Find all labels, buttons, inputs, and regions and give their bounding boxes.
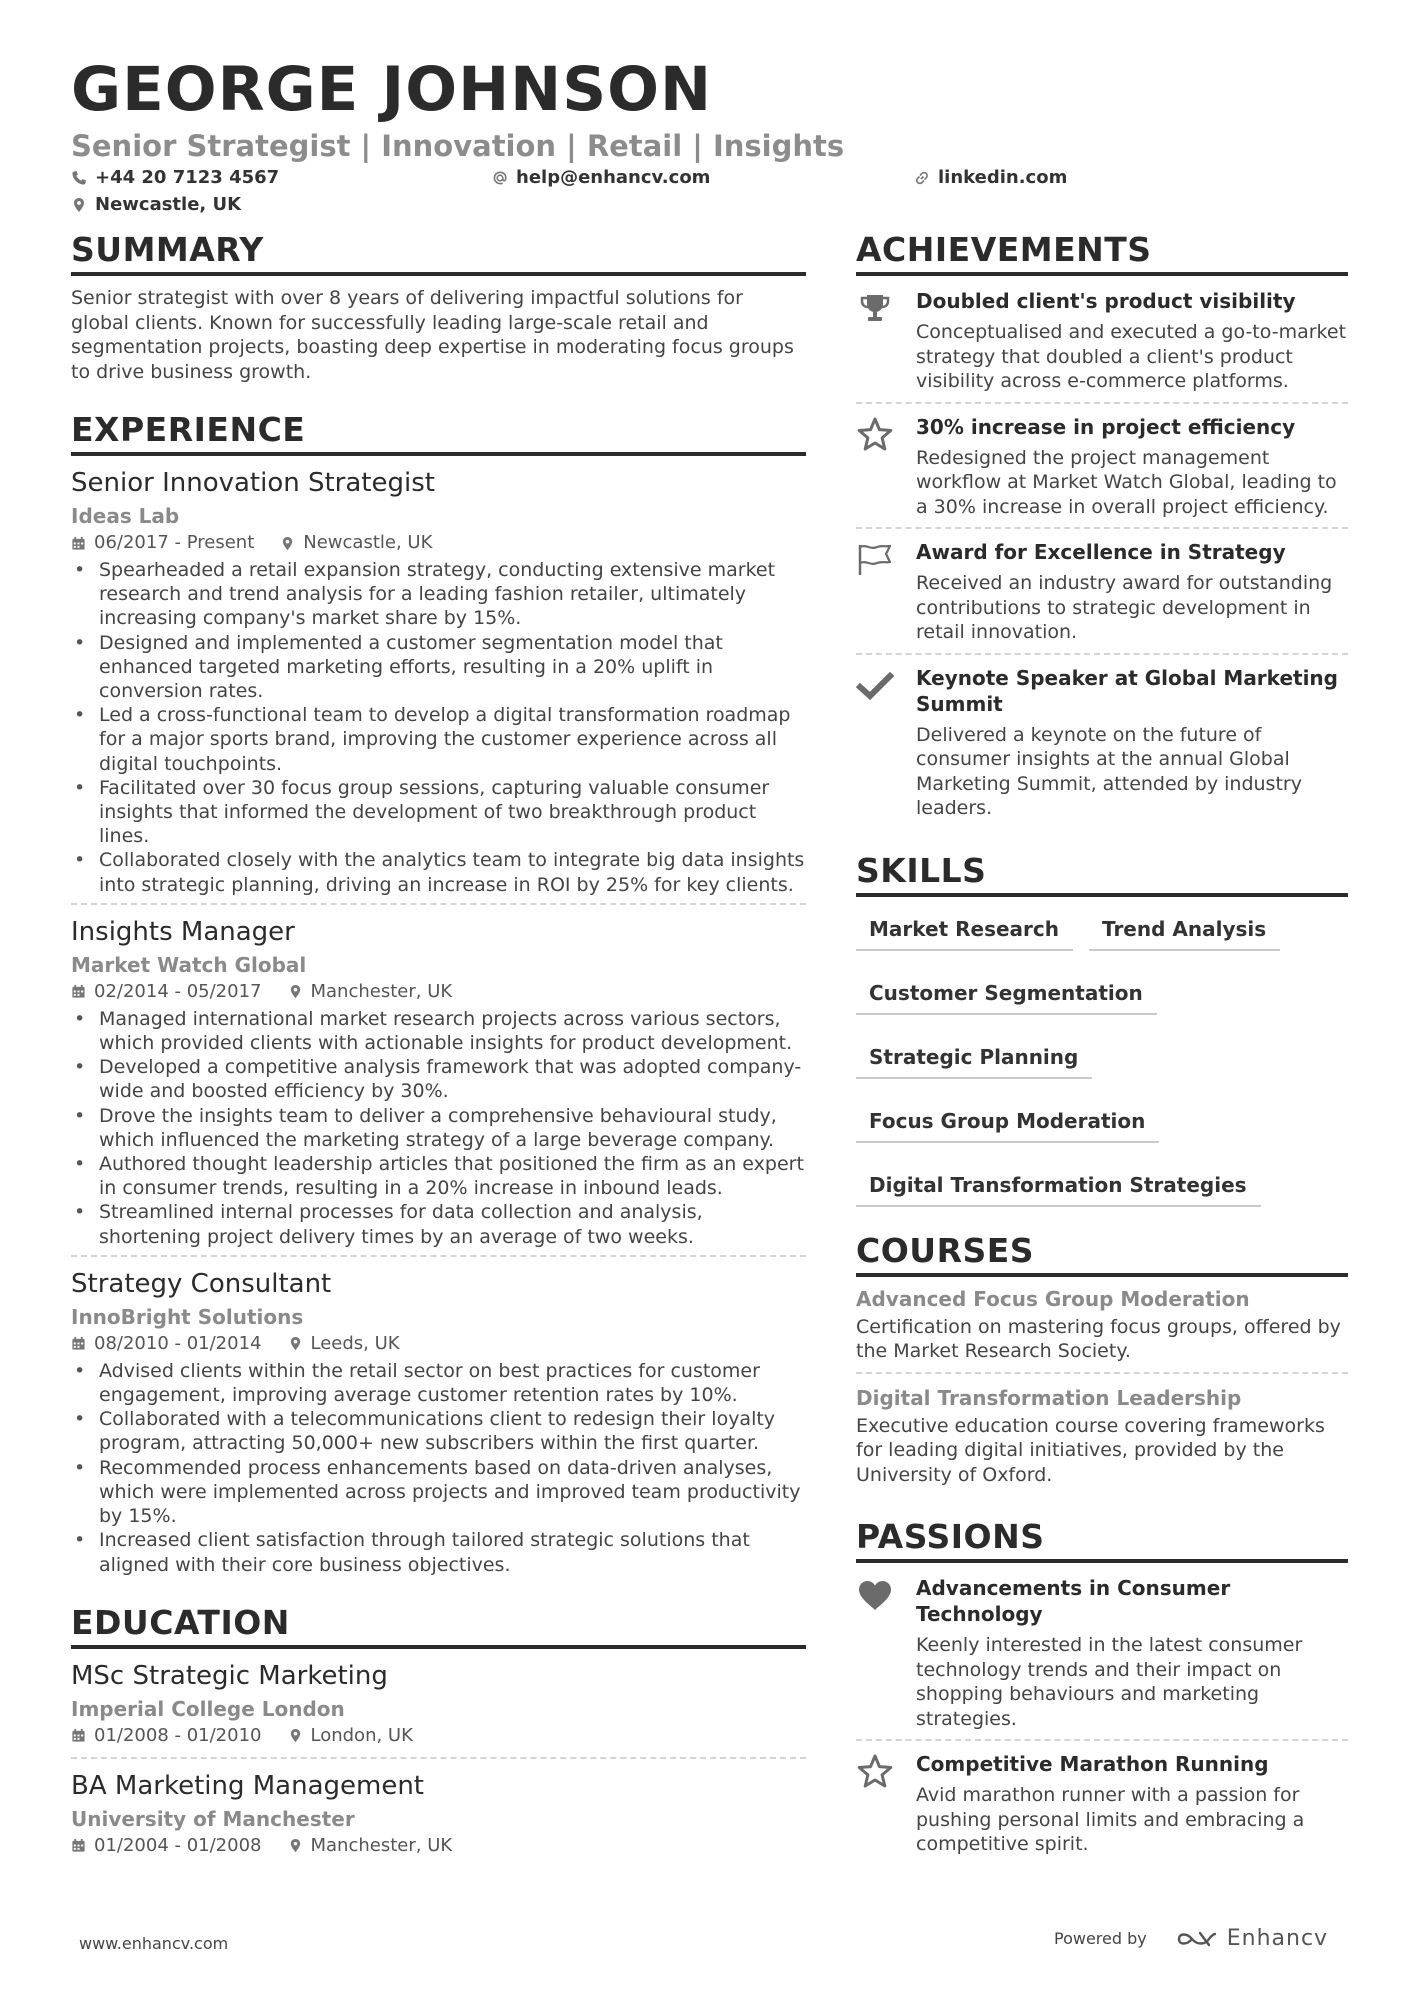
passion-item	[856, 1741, 1348, 1865]
candidate-name: GEORGE JOHNSON	[71, 54, 713, 125]
courses-section	[856, 1229, 1348, 1496]
contact-info	[71, 166, 1351, 222]
list-item: • Spearheaded a retail expansion strategy, conducting extensive market research and trend analysis for a leading fashion retailer, ultimately increasing company's market share by 15%.	[71, 558, 806, 631]
location-pin-icon	[288, 1728, 303, 1743]
courses-title: COURSES	[856, 1229, 1348, 1277]
company-name: Ideas Lab	[71, 504, 180, 528]
calendar-icon	[71, 536, 86, 551]
list-item: • Recommended process enhancements based on data-driven analyses, which were implemented across projects and improved team productivity by 15%.	[71, 1456, 806, 1529]
experience-item	[71, 915, 806, 1257]
course-item	[856, 1285, 1348, 1374]
job-bullets	[71, 558, 806, 897]
degree-title: BA Marketing Management	[71, 1770, 425, 1801]
achievement-icon-wrap	[856, 537, 916, 645]
achievement-title: Doubled client's product visibility	[916, 289, 1296, 313]
calendar-icon	[71, 1838, 86, 1853]
experience-item	[71, 1267, 806, 1583]
footer-website[interactable]: www.enhancv.com	[79, 1934, 229, 1953]
list-item: • Facilitated over 30 focus group sessions, capturing valuable consumer insights that informed the development of two breakthrough product lines.	[71, 776, 806, 849]
job-dates-text: 02/2014 - 05/2017	[94, 980, 262, 1002]
education-meta	[71, 1833, 806, 1859]
location-pin-icon	[288, 1838, 303, 1853]
phone-text: +44 20 7123 4567	[95, 167, 280, 188]
achievement-icon-wrap	[856, 412, 916, 520]
trophy-icon	[856, 290, 894, 328]
job-meta	[71, 1331, 806, 1357]
location-pin-icon	[280, 536, 295, 551]
calendar-icon	[71, 1728, 86, 1743]
right-column	[856, 228, 1348, 1865]
phone-icon	[71, 170, 87, 186]
job-location-text: Newcastle, UK	[303, 532, 433, 553]
job-location	[288, 1331, 400, 1357]
star-icon	[856, 1753, 894, 1791]
list-item: • Collaborated with a telecommunications client to redesign their loyalty program, attracting 50,000+ new subscribers within the first quarter.	[71, 1407, 806, 1455]
experience-title: EXPERIENCE	[71, 408, 806, 456]
linkedin-text[interactable]: linkedin.com	[938, 167, 1068, 188]
education-dates	[71, 1723, 262, 1749]
resume-header	[71, 54, 1351, 222]
job-title: Insights Manager	[71, 916, 295, 947]
course-title: Digital Transformation Leadership	[856, 1385, 1242, 1410]
degree-title: MSc Strategic Marketing	[71, 1660, 388, 1691]
job-title: Senior Innovation Strategist	[71, 468, 435, 498]
skill-tag: Trend Analysis	[1089, 907, 1280, 951]
passion-title: Advancements in Consumer Technology	[916, 1576, 1231, 1626]
achievement-icon-wrap	[856, 286, 916, 394]
job-location-text: Manchester, UK	[310, 980, 453, 1002]
course-item	[856, 1384, 1348, 1496]
skills-title: SKILLS	[856, 849, 1348, 897]
experience-section	[71, 408, 806, 1583]
list-item: • Collaborated closely with the analytics team to integrate big data insights into strategic planning, driving an increase in ROI by 25% for key clients.	[71, 848, 806, 896]
summary-section	[71, 228, 806, 384]
link-icon	[914, 170, 930, 186]
education-item	[71, 1769, 806, 1867]
job-dates	[71, 1331, 262, 1357]
education-location	[288, 1833, 453, 1859]
job-location	[280, 530, 432, 556]
job-dates	[71, 530, 254, 556]
experience-item	[71, 466, 806, 905]
skill-tag: Strategic Planning	[856, 1035, 1092, 1079]
job-dates-text: 06/2017 - Present	[94, 532, 255, 553]
education-dates-text: 01/2008 - 01/2010	[94, 1724, 262, 1746]
education-location	[288, 1723, 413, 1749]
skills-section	[856, 849, 1348, 1207]
star-icon	[856, 416, 894, 454]
passion-item	[856, 1565, 1348, 1741]
achievement-icon-wrap	[856, 663, 916, 821]
achievement-desc: Conceptualised and executed a go-to-market strategy that doubled a client's product visibility across e-commerce platforms.	[916, 321, 1347, 392]
achievement-item	[856, 278, 1348, 404]
list-item: • Managed international market research projects across various sectors, which provided clients with actionable insights for product development.	[71, 1007, 806, 1055]
enhancv-logo-icon	[1173, 1928, 1217, 1950]
passions-section	[856, 1515, 1348, 1865]
candidate-tagline: Senior Strategist | Innovation | Retail | Insights	[71, 129, 845, 163]
education-section	[71, 1601, 806, 1867]
contact-location	[71, 193, 241, 217]
flag-icon	[856, 541, 894, 579]
achievement-item	[856, 655, 1348, 829]
job-meta	[71, 530, 806, 556]
achievement-title: Keynote Speaker at Global Marketing Summit	[916, 665, 1338, 716]
list-item: • Drove the insights team to deliver a comprehensive behavioural study, which influenced the marketing strategy of a large beverage company.	[71, 1104, 806, 1152]
education-location-text: London, UK	[310, 1724, 413, 1746]
education-dates	[71, 1833, 262, 1859]
achievement-desc: Redesigned the project management workflow at Market Watch Global, leading to a 30% increase in overall project efficiency.	[916, 446, 1337, 518]
list-item: • Advised clients within the retail sector on best practices for customer engagement, improving average customer retention rates by 10%.	[71, 1359, 806, 1407]
location-pin-icon	[288, 984, 303, 999]
job-meta	[71, 979, 806, 1005]
summary-title: SUMMARY	[71, 228, 806, 276]
email-text[interactable]: help@enhancv.com	[516, 167, 711, 188]
check-icon	[856, 667, 894, 705]
job-dates	[71, 979, 262, 1005]
passion-desc: Avid marathon runner with a passion for pushing personal limits and embracing a competitive spirit.	[916, 1784, 1305, 1855]
course-title: Advanced Focus Group Moderation	[856, 1286, 1250, 1311]
location-text: Newcastle, UK	[95, 194, 242, 215]
passion-title: Competitive Marathon Running	[916, 1752, 1269, 1776]
education-location-text: Manchester, UK	[310, 1834, 453, 1856]
achievement-title: Award for Excellence in Strategy	[916, 540, 1286, 564]
calendar-icon	[71, 1336, 86, 1351]
job-location	[288, 979, 453, 1005]
location-pin-icon	[288, 1336, 303, 1351]
location-pin-icon	[71, 197, 87, 213]
summary-text: Senior strategist with over 8 years of delivering impactful solutions for global clients. Known for successfully leading large-scale retail and segmentation projects, boasting deep expertise in moderating focus groups to drive business growth.	[71, 287, 794, 383]
job-bullets	[71, 1359, 806, 1577]
list-item: • Led a cross-functional team to develop a digital transformation roadmap for a major sports brand, improving the customer experience across all digital touchpoints.	[71, 703, 806, 776]
contact-phone	[71, 166, 279, 190]
achievement-item	[856, 529, 1348, 655]
heart-icon	[856, 1577, 894, 1615]
course-desc: Certification on mastering focus groups, offered by the Market Research Society.	[856, 1315, 1341, 1362]
school-name: University of Manchester	[71, 1806, 355, 1831]
brand-name: Enhancv	[1226, 1926, 1329, 1951]
course-desc: Executive education course covering frameworks for leading digital initiatives, provided by the University of Oxford.	[856, 1414, 1325, 1486]
passion-icon-wrap	[856, 1749, 916, 1857]
achievements-section	[856, 228, 1348, 829]
list-item: • Designed and implemented a customer segmentation model that enhanced targeted marketing efforts, resulting in a 20% uplift in conversion rates.	[71, 631, 806, 704]
achievement-title: 30% increase in project efficiency	[916, 414, 1296, 439]
achievements-title: ACHIEVEMENTS	[856, 228, 1348, 276]
education-item	[71, 1659, 806, 1759]
calendar-icon	[71, 984, 86, 999]
list-item: • Increased client satisfaction through tailored strategic solutions that aligned with their core business objectives.	[71, 1528, 806, 1576]
left-column	[71, 228, 806, 1877]
school-name: Imperial College London	[71, 1696, 345, 1721]
job-title: Strategy Consultant	[71, 1268, 332, 1299]
education-title: EDUCATION	[71, 1601, 806, 1649]
powered-by-label: Powered by	[1054, 1929, 1147, 1948]
passion-icon-wrap	[856, 1573, 916, 1731]
skill-tag: Customer Segmentation	[856, 971, 1157, 1015]
achievement-item	[856, 404, 1348, 530]
list-item: • Authored thought leadership articles that positioned the firm as an expert in consumer trends, resulting in a 20% increase in inbound leads.	[71, 1152, 806, 1200]
achievement-desc: Received an industry award for outstanding contributions to strategic development in retail innovation.	[916, 572, 1333, 643]
at-sign-icon	[492, 170, 508, 186]
passions-title: PASSIONS	[856, 1515, 1348, 1563]
skill-tag: Digital Transformation Strategies	[856, 1163, 1261, 1207]
footer-branding	[1054, 1926, 1328, 1951]
contact-email[interactable]	[492, 166, 710, 190]
company-name: InnoBright Solutions	[71, 1304, 304, 1329]
job-dates-text: 08/2010 - 01/2014	[94, 1332, 262, 1354]
skills-list	[856, 907, 1348, 1207]
skill-tag: Focus Group Moderation	[856, 1099, 1159, 1143]
job-location-text: Leeds, UK	[310, 1332, 400, 1354]
company-name: Market Watch Global	[71, 952, 307, 977]
list-item: • Developed a competitive analysis framework that was adopted company-wide and boosted efficiency by 30%.	[71, 1055, 806, 1103]
achievement-desc: Delivered a keynote on the future of consumer insights at the annual Global Marketing Summit, attended by industry leaders.	[916, 723, 1302, 819]
education-meta	[71, 1723, 806, 1749]
passion-desc: Keenly interested in the latest consumer technology trends and their impact on shopping behaviours and marketing strategies.	[916, 1634, 1303, 1730]
skill-tag: Market Research	[856, 907, 1073, 951]
job-bullets	[71, 1007, 806, 1249]
contact-linkedin[interactable]	[914, 166, 1067, 190]
list-item: • Streamlined internal processes for data collection and analysis, shortening project delivery times by an average of two weeks.	[71, 1200, 806, 1248]
education-dates-text: 01/2004 - 01/2008	[94, 1834, 262, 1856]
